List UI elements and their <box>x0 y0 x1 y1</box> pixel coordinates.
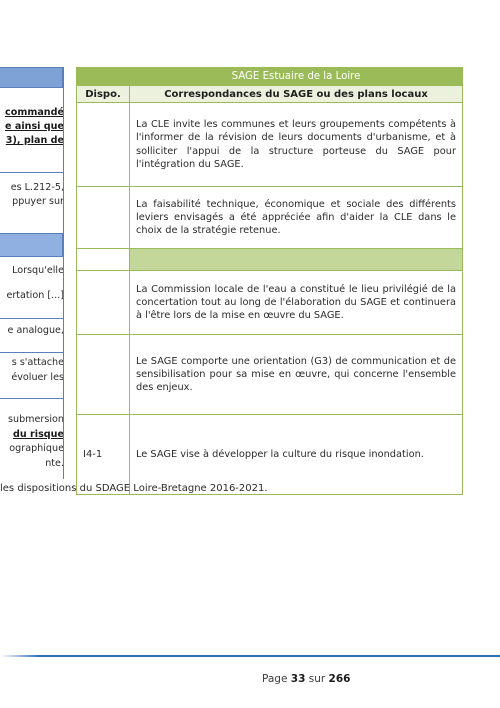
correspondence-cell: Le SAGE vise à développer la culture du risque inondation. <box>130 415 463 495</box>
table-header-row <box>77 86 463 103</box>
left-text: e ainsi que <box>5 121 64 132</box>
table-row <box>77 335 463 415</box>
section-row <box>77 249 463 271</box>
correspondence-cell: La Commission locale de l'eau a constitué le lieu privilégié de la concertation tout au long de l'élaboration du SAGE et continuera à l'être lors de la mise en œuvre du SAGE. <box>130 271 463 335</box>
table-row <box>77 271 463 335</box>
dispo-cell: I4-1 <box>77 415 130 495</box>
footnote: les dispositions du SDAGE Loire-Bretagne 2016-2021. <box>0 483 268 494</box>
left-section-row <box>0 233 63 257</box>
left-text: évoluer les <box>11 372 64 383</box>
correspondence-cell: La faisabilité technique, économique et sociale des différents leviers envisagés a été appréciée afin d'aider la CLE dans le choix de la stratégie retenue. <box>130 187 463 249</box>
table-row <box>77 187 463 249</box>
left-divider <box>0 87 63 88</box>
left-text: commandé <box>5 107 64 118</box>
left-divider <box>0 398 63 399</box>
page-sep: sur <box>308 673 326 685</box>
page-total: 266 <box>328 673 351 685</box>
page-number <box>262 673 350 685</box>
section-blank-cell <box>77 249 130 271</box>
page-current: 33 <box>290 673 306 685</box>
table-row <box>77 103 463 187</box>
dispo-cell <box>77 187 130 249</box>
col-header-correspondances: Correspondances du SAGE ou des plans locaux <box>130 86 463 103</box>
left-text: ographique <box>9 443 64 454</box>
left-text: ertation [...] <box>6 290 64 301</box>
footer-rule <box>0 655 500 657</box>
correspondence-cell: Le SAGE comporte une orientation (G3) de communication et de sensibilisation pour sa mise en œuvre, qui concerne l'ensemble des enjeux. <box>130 335 463 415</box>
dispo-cell <box>77 103 130 187</box>
sage-correspondence-table <box>76 67 463 495</box>
left-divider <box>0 352 63 353</box>
left-text: Lorsqu'elle <box>12 265 64 276</box>
left-text: ppuyer sur <box>12 196 64 207</box>
left-border <box>63 67 64 479</box>
left-table-fragment <box>0 0 64 500</box>
left-divider <box>0 318 63 319</box>
table-title: SAGE Estuaire de la Loire <box>130 68 463 86</box>
left-text: du risque <box>13 429 64 440</box>
left-header-cell <box>0 67 63 88</box>
correspondence-cell: La CLE invite les communes et leurs groupements compétents à l'informer de la révision de leurs documents d'urbanisme, et à solliciter l'appui de la structure porteuse du SAGE pour l'intégration du SAGE. <box>130 103 463 187</box>
table-title-row <box>77 68 463 86</box>
col-header-dispo: Dispo. <box>77 86 130 103</box>
left-text: e analogue, <box>7 325 64 336</box>
section-green-cell <box>130 249 463 271</box>
dispo-cell <box>77 271 130 335</box>
left-text: s s'attache <box>11 357 64 368</box>
left-divider <box>0 172 63 173</box>
dispo-cell <box>77 335 130 415</box>
left-text: nte. <box>45 458 64 469</box>
left-text: 3), plan de <box>5 135 64 146</box>
left-text: submersion <box>8 414 64 425</box>
title-blank-cell <box>77 68 130 86</box>
left-text: es L.212-5, <box>10 182 64 193</box>
page-prefix: Page <box>262 673 288 685</box>
